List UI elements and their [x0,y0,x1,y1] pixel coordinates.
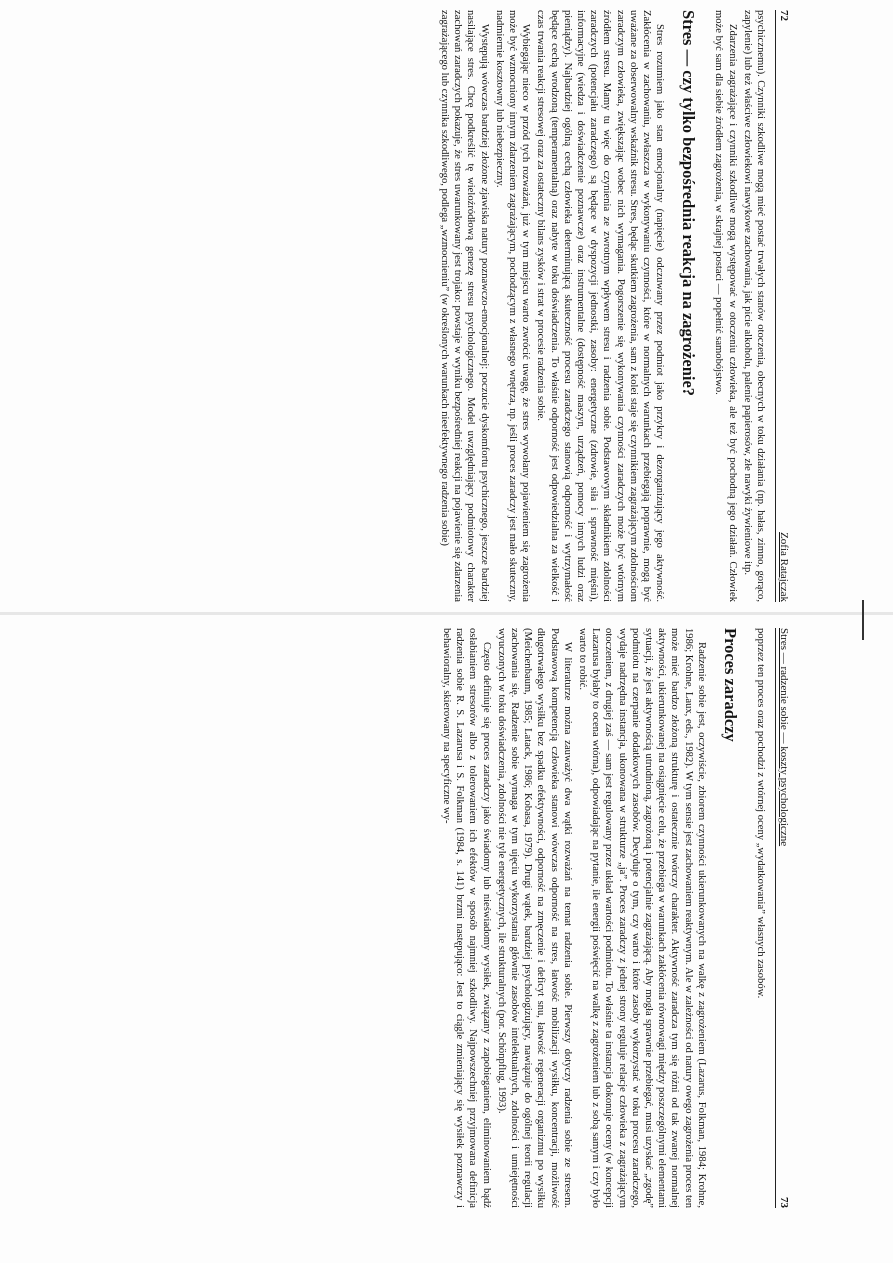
running-head [775,628,790,1208]
paragraph: Występują wówczas bardziej złożone zjawiska natury poznawczo-emocjonalnej: poczucie dyskomfortu psychicznego, jeszcze bardziej nasilające stres. Chcę podkreślić tę wieloźródłową genezę stresu psychologicznego. Model uwzględniający podmiotowy charakter zachowań zaradczych pokazuje, że stres uwarunkowany jest trojako: powstaje w wyniku bezpośredniej reakcji na pojawienie się zdarzenia zagrażającego lub czynnika szkodliwego, podlega „wzmocnieniu” (w określonych warunkach nieefektywnego radzenia sobie) [438,10,490,602]
page-73 [0,618,893,1263]
page-72-content [60,10,790,602]
page-divider [0,612,893,615]
paragraph: W literaturze można zauważyć dwa wątki rozważań na temat radzenia sobie. Pierwszy dotyczy radzenia sobie ze stresem. Podstawową kompetencją człowieka stanowi wówczas odporność na stres, łatwość mobilizacji wysiłku, koncentracji, możliwość długotrwałego wysiłku bez spadku efektywności, odporność na zmęczenie i deficyt snu, łatwość regeneracji organizmu po wysiłku (Meichenbaum, 1985; Latack, 1986; Kobasa, 1979). Drugi wątek, bardziej psychologizujący, nawiązuje do ogólnej teorii regulacji zachowania się. Radzenie sobie wymaga w tym ujęciu wykorzystania głównie zasobów intelektualnych, zdolności i umiejętności wyuczonych w toku doświadczenia, zdolności nie tyle energetycznych, ile strukturalnych (por. Schönpflug, 1993). [495,628,573,1208]
section-title: Proces zaradczy [720,628,740,742]
paragraph: Często definiuje się proces zaradczy jako świadomy lub nieświadomy wysiłek, związany z zapobieganiem, eliminowaniem bądź osłabianiem stresorów albo z tolerowaniem ich efektów w sposób najmniej szkodliwy. Najpowszechniej przyjmowana definicja radzenia sobie R. S. Lazarusa i S. Folkman (1984, s. 141) brzmi następująco: Jest to ciągle zmieniający się wysiłek poznawczy i behawioralny, skierowany na specyficzne wy- [440,628,492,1208]
page-number: 72 [778,10,790,21]
author-name: Zofia Ratajczak [778,532,790,602]
paragraph: poprzez ten proces oraz pochodzi z wtórnej oceny „wydatkowania” własnych zasobów. [755,628,766,999]
paragraph: Zdarzenia zagrażające i czynniki szkodliwe mogą występować w otoczeniu człowieka, ale też być pochodną jego działań. Człowiek może być sam dla siebie źródłem zagrożenia, w skrajnej postaci — popełnić samobójstwo. [713,10,738,602]
paragraph: psychicznemu). Czynniki szkodliwe mogą mieć postać trwałych stanów otoczenia, obecnych w toku działania (np. hałas, zimno, gorąco, zapylenie) lub też właściwe człowiekowi nawykowe zachowania, jak picie alkoholu, palenie papierosów, złe nawyki żywieniowe itp. [741,10,766,602]
section-title: Stres — czy tylko bezpośrednia reakcja na zagrożenie? [679,10,699,397]
paragraph: Wybiegając nieco w przód tych rozważań, już w tym miejscu warto zwrócić uwagę, że stres wywołany pojawieniem się zagrożenia może być wzmocniony innym zdarzeniem zagrażającym, pochodzącym z własnego wnętrza, np. jeśli proces zaradczy jest mało skuteczny, nadmiernie kosztowny lub niebezpieczny. [493,10,532,602]
page-73-content [60,628,790,1208]
paragraph: Radzenie sobie jest, oczywiście, zbiorem czynności ukierunkowanych na walkę z zagrożeniem (Lazarus, Folkman, 1984; Krohne, 1986; Krohne, Laux, eds., 1982). W tym sensie jest zachowaniem reaktywnym. Ale w zależności od natury owego zagrożenia proces ten może mieć bardzo złożoną strukturę i ostatecznie twórczy charakter. Aktywność zaradcza tym się różni od tak zwanej normalnej aktywności, ukierunkowanej na osiągnięcie celu, że przebiega w warunkach zakłócenia równowagi między poszczególnymi elementami sytuacji, że jest aktywnością utrudnioną, zagrożoną i potencjalnie zagrażającą. Aby mogła sprawnie przebiegać, musi uzyskać „zgodę” podmiotu na czerpanie dodatkowych zasobów. Decyduje o tym, czy warto i które zasoby wykorzystać w toku procesu zaradczego, wydaje nadrzędna instancja, ukonowana w strukturze „ja”. Proces zaradczy z jednej strony reguluje relacje człowieka z zagrażającym otoczeniem, z drugiej zaś — sam jest regulowany przez układ wartości podmiotu. To właśnie ta instancja dokonuje oceny (w koncepcji Lazarusa byłaby to ocena wtórna), odpowiadając na pytanie, ile energii poświęcić na walkę z zagrożeniem lub z sobą samym i czy było warto to robić. [576,628,707,1208]
paragraph: Stres rozumiem jako stan emocjonalny (napięcie) odczuwany przez podmiot jako przykry i dezorganizujący jego aktywność. Zakłócenia w zachowaniu, zwłaszcza w wykonywaniu czynności, które w normalnych warunkach przebiegają poprawnie, mogą być uważane za obserwowalny wskaźnik stresu. Stres, będąc skutkiem zagrożenia, sam z kolei staje się czynnikiem zagrażającym zdolnościom zaradczym człowieka, zwiększając wobec nich wymagania. Pogorszenie się wykonywania czynności zaradczych może być wtórnym źródłem stresu. Mamy tu więc do czynienia ze zwrotnym wpływem stresu i radzenia sobie. Podstawowym składnikiem zdolności zaradczych (potencjału zaradczego) są będące w dyspozycji jednostki, zasoby: energetyczne (zdrowie, siła i sprawność mięśni), informacyjne (wiedza i doświadczenie poznawcze) oraz instrumentalne (dostępność maszyn, urządzeń, pomocy innych ludzi oraz pieniądzy). Najbardziej ogólną cechą człowieka determinującą skuteczność procesu zaradczego stanowią odporność i wytrzymałość będące cechą wrodzoną (temperamentalną) oraz nabyte w toku doświadczenia. To właśnie odporność jest odpowiedzialna za wielkość i czas trwania reakcji stresowej oraz za ostateczny bilans zysków i strat w procesie radzenia sobie. [535,10,666,602]
page-72 [0,0,893,615]
running-head [775,10,790,602]
running-head-title: Stres — radzenie sobie — koszty psychologiczne [778,628,790,847]
page-number: 73 [778,1197,790,1208]
